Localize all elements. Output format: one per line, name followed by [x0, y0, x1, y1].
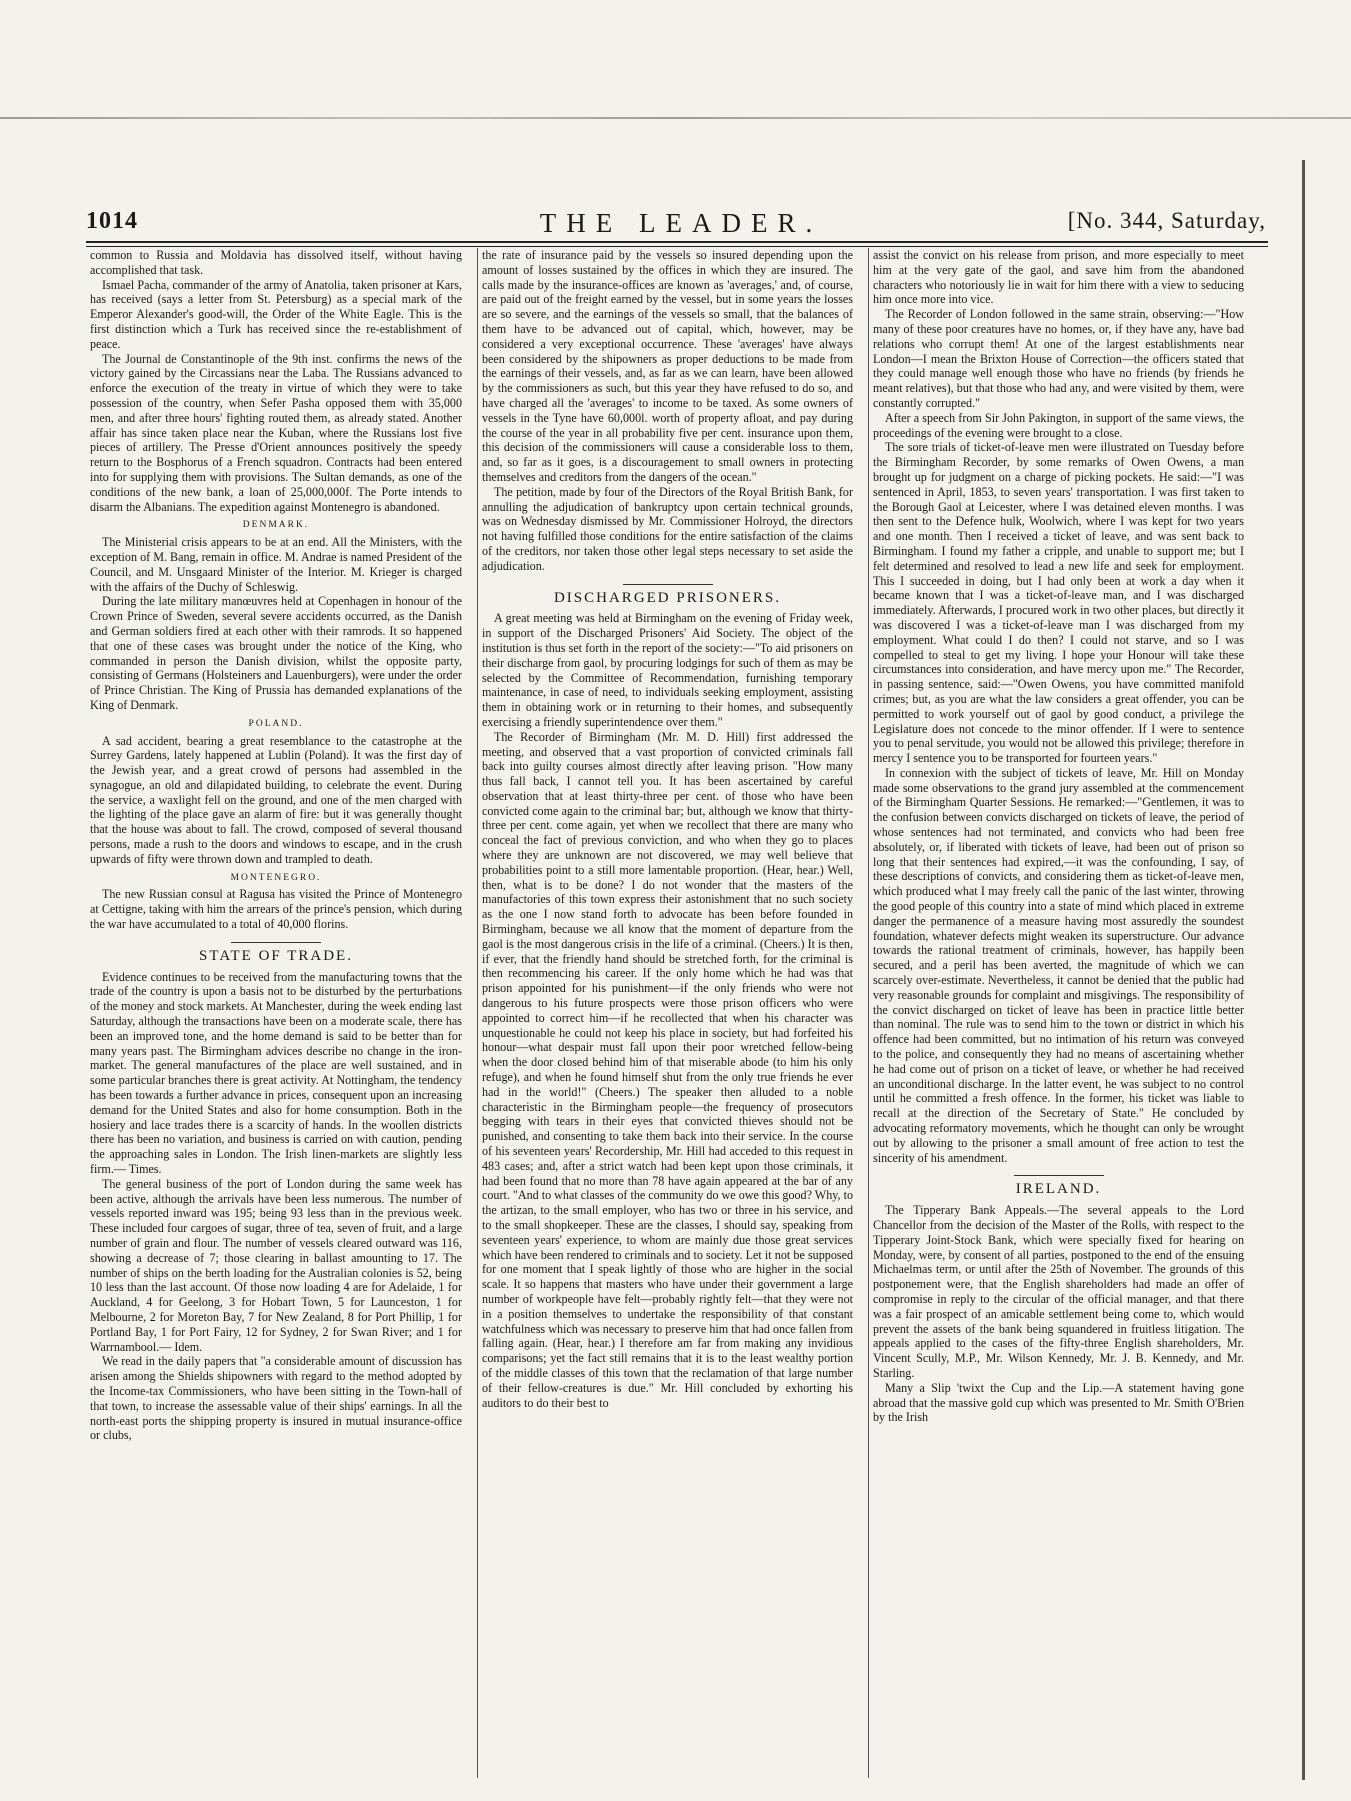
- paragraph: The new Russian consul at Ragusa has visited the Prince of Montenegro at Cettigne, taking with him the arrears of the prince's pension, which during the war have accumulated to a total of 40,000 florins.: [90, 887, 462, 932]
- paragraph: During the late military manœuvres held at Copenhagen in honour of the Crown Prince of Sweden, several severe accidents occurred, as the Danish and German soldiers fired at each other with their ramrods. It so happened that one of these cases was brought under the notice of the King, who commanded in person the Danish division, whilst the opposite party, consisting of Germans (Holsteiners and Lauenburgers), were under the order of Prince Christian. The King of Prussia has demanded explanations of the King of Denmark.: [90, 594, 462, 712]
- page-number: 1014: [86, 208, 138, 234]
- paragraph: common to Russia and Moldavia has dissolved itself, without having accomplished that task.: [90, 248, 462, 277]
- subheading-denmark: DENMARK.: [242, 520, 310, 531]
- paragraph: After a speech from Sir John Pakington, in support of the same views, the proceedings of the evening were brought to a close.: [873, 410, 1244, 440]
- paragraph: The Recorder of London followed in the same strain, observing:—"How many of these poor creatures have no homes, or, if they have any, have bad relations who corrupt them! At one of the largest establishments near London—I mean the Brixton House of Correction—the officers stated that they could manage well enough those who have no friends (by friends he meant relatives), but that those who had any, and were visited by them, were constantly corrupted.": [873, 307, 1244, 410]
- paragraph: The sore trials of ticket-of-leave men were illustrated on Tuesday before the Birmingham Recorder, by some remarks of Owen Owens, a man brought up for judgment on a charge of picking pockets. He said:—"I was sentenced in April, 1853, to seven years' transportation. I was first taken to the Borough Gaol at Leicester, where I was detained eleven months. I was then sent to the Defence hulk, Woolwich, where I was kept for two years and one month. Then I received a ticket of leave, and was sent back to Birmingham. I found my father a cripple, and unable to support me; but I felt determined and resolved to lead a new life and seek for employment. This I succeeded in doing, but I had only been at work a day when it became known that I was a ticket-of-leave man, and I was discharged immediately. Afterwards, I procured work in two other places, but directly it was discovered I was a ticket-of-leave man I was discharged from my employment. What could I do then? I could not starve, and so I was compelled to steal to get my living. I hope your Honour will take these circumstances into consideration, and have mercy upon me." The Recorder, in passing sentence, said:—"Owen Owens, you have committed manifold crimes; but, as you are what the law considers a great offender, you can be permitted to work yourself out of gaol by good conduct, a privilege the Legislature does not concede to the minor offender. If I were to sentence you to penal servitude, you would not be allowed this privilege; therefore in mercy I sentence you to be transported for fourteen years.": [873, 440, 1244, 766]
- column-1: [86, 248, 466, 1778]
- page-edge-rule: [1302, 160, 1305, 1780]
- section-divider: [623, 584, 713, 585]
- paragraph: the rate of insurance paid by the vessels so insured depending upon the amount of losses sustained by the offices in which they are insured. The calls made by the insurance-offices are known as 'averages,' and, of course, are paid out of the freight earned by the vessel, but in some years the losses are so severe, and the earnings of the vessels so small, that the balances of them have to be advanced out of capital, which, however, may be considered a very exceptional occurrence. These 'averages' have always been considered by the shipowners as proper deductions to be made from the earnings of their vessels, and, as far as we can learn, have been allowed by the commissioners as such, but this year they have refused to do so, and have charged all the 'averages' to income to be taxed. As some owners of vessels in the Tyne have 60,000l. worth of property afloat, and pay during the course of the year in all probability five per cent. insurance upon them, this decision of the commissioners will cause a considerable loss to them, and, so far as it goes, is a discouragement to small owners in protecting themselves and creditors from the dangers of the ocean.": [482, 248, 853, 484]
- top-rule: [0, 117, 1351, 119]
- paragraph: The Recorder of Birmingham (Mr. M. D. Hill) first addressed the meeting, and observed that a vast proportion of convicted criminals fall back into guilty courses almost directly after leaving prison. "How many thus fall back, I cannot tell you. It has been ascertained by careful observation that at least thirty-three per cent. of those who have been convicted come again to the criminal bar; but, although we know that thirty-three per cent. come again, yet when we recollect that there are many who conceal the fact of previous conviction, and who when they go to places where they are unknown are not discovered, we may well believe that probabilities point to a still more lamentable proportion. (Hear, hear.) Well, then, what is to be done? I do not wonder that the masters of the manufactories of this town express their astonishment that no such society as the one I now stand forth to advocate has been before founded in Birmingham, because we all know that the moment of departure from the gaol is the most dangerous crisis in the life of a criminal. (Cheers.) It is then, if ever, that the friendly hand should be stretched forth, for the criminal is then recommencing his career. If the only home which he had was that prison appointed for his punishment—if the only friends who were not dangerous to his future prospects were those prison officers who were appointed to correct him—if he recollected that when his character was unquestionable he could not keep his place in society, but had forfeited his honour—what despair must fall upon their poor wretched fellow-being when the door closed behind him of that miserable abode (to him his only refuge), and when he found himself shut from the only true friends he ever had in the world!" (Cheers.) The speaker then alluded to a noble characteristic in the Birmingham people—the frequency of prosecutors begging with tears in their eyes that convicted thieves should not be punished, and consenting to take them back into their service. In the course of his seventeen years' Recordership, Mr. Hill had acceded to this request in 483 cases; and, after a strict watch had been kept upon those criminals, it had been found that no more than 78 have again appeared at the bar of any court. "And to what classes of the community do we owe this good? Why, to the artizan, to the small employer, who has two or three in his service, and to the small shopkeeper. These are the classes, I should say, speaking from seventeen years' experience, to whom are mainly due those great services which have been rendered to criminals and to society. Let it not be supposed for one moment that I speak lightly of those who are higher in the social scale. It so happens that masters who have under their government a large number of workpeople have felt—probably rightly felt—that they were not in a position themselves to undertake the responsibility of that constant watchfulness which was necessary to preserve him that had once fallen from falling again. (Hear, hear.) I therefore am far from making any invidious comparisons; yet the fact still remains that it is to the least wealthy portion of the middle classes of this town that the reclamation of that large number of their fellow-creatures is due." Mr. Hill concluded by exhorting his auditors to do their best to: [482, 729, 853, 1410]
- paragraph: assist the convict on his release from prison, and more especially to meet him at the very gate of the gaol, and save him from the abandoned characters who notoriously lie in wait for him there with a view to seducing him once more into vice.: [873, 248, 1244, 307]
- masthead-rule: [86, 241, 1268, 247]
- column-2: [477, 248, 857, 1778]
- section-divider: [1014, 1175, 1104, 1176]
- paragraph: In connexion with the subject of tickets of leave, Mr. Hill on Monday made some observations to the grand jury assembled at the commencement of the Birmingham Quarter Sessions. He remarked:—"Gentlemen, it was to the confusion between convicts discharged on tickets of leave, the period of whose sentences had not terminated, and convicts who had been free absolutely, or, if liberated with tickets of leave, had been out of prison so long that their sentences had expired,—it was the confounding, I say, of these descriptions of convicts, and considering them as ticket-of-leave men, which produced what I may freely call the panic of the last winter, throwing the good people of this country into a state of mind which placed in extreme danger the permanence of a measure having most assuredly the soundest foundation, whatever defects might weaken its superstructure. Our advance towards the rational treatment of criminals, however, has happily been secured, and a peril has been averted, the magnitude of which we can scarcely over-estimate. Nevertheless, it cannot be denied that the public had very reasonable grounds for complaint and misgivings. The responsibility of the convict discharged on ticket of leave has been in practice little better than nominal. The rule was to send him to the town or district in which his offence had been committed, but no intimation of his return was conveyed to the police, and consequently they had no means of ascertaining whether he had come out of prison on a ticket of leave, or whether he had received an unconditional discharge. In the latter event, he was subject to no control until he committed a fresh offence. In the former, his ticket was liable to recall at the direction of the Secretary of State." He concluded by advocating reformatory movements, which he thought can only be wrought out by allowing to the prisoner a small amount of free action to test the sincerity of his amendment.: [873, 765, 1244, 1165]
- heading-ireland: IRELAND.: [1015, 1181, 1102, 1198]
- paragraph: Many a Slip 'twixt the Cup and the Lip.—A statement having gone abroad that the massive gold cup which was presented to Mr. Smith O'Brien by the Irish: [873, 1380, 1244, 1425]
- paragraph: The general business of the port of London during the same week has been active, although the arrivals have been less numerous. The number of vessels reported inward was 195; being 93 less than in the previous week. These included four cargoes of sugar, three of tea, seven of fruit, and a large number of grain and flour. The number of vessels cleared outward was 116, showing a decrease of 7; those clearing in ballast amounting to 17. The number of ships on the berth loading for the Australian colonies is 52, being 10 less than the last account. Of those now loading 4 are for Adelaide, 1 for Auckland, 4 for Geelong, 3 for Hobart Town, 5 for Launceston, 1 for Melbourne, 2 for Moreton Bay, 7 for New Zealand, 8 for Port Phillip, 1 for Portland Bay, 1 for Port Fairy, 12 for Sydney, 2 for Swan River; and 1 for Warrnambool.— Idem.: [90, 1176, 462, 1354]
- paper-title: THE LEADER.: [539, 208, 823, 238]
- paragraph: Ismael Pacha, commander of the army of Anatolia, taken prisoner at Kars, has received (says a letter from St. Petersburg) as a special mark of the Emperor Alexander's good-will, the Order of the White Eagle. This is the first distinction which a Turk has received since the re-establishment of peace.: [90, 277, 462, 351]
- article-columns: [86, 248, 1268, 1778]
- paragraph: The Journal de Constantinople of the 9th inst. confirms the news of the victory gained by the Circassians near the Laba. The Russians advanced to enforce the execution of the treaty in virtue of which they were to take possession of the country, when Sefer Pasha opposed them with 35,000 men, and after three hours' fighting routed them, as already stated. Another affair has since taken place near the Kuban, where the Russians lost five pieces of artillery. The Presse d'Orient announces positively the speedy return to the Bosphorus of a French squadron. Contracts had been entered into for supplying them with provisions. The Sultan demands, as one of the conditions of the new bank, a loan of 25,000,000f. The Porte intends to disarm the Albanians. The expedition against Montenegro is abandoned.: [90, 351, 462, 514]
- masthead: [86, 208, 1266, 238]
- subheading-poland: POLAND.: [248, 718, 304, 729]
- heading-discharged-prisoners: DISCHARGED PRISONERS.: [553, 589, 782, 606]
- subheading-montenegro: MONTENEGRO.: [230, 872, 322, 883]
- paragraph: Evidence continues to be received from the manufacturing towns that the trade of the country is upon a basis not to be disturbed by the perturbations of the money and stock markets. At Manchester, during the week ending last Saturday, although the transactions have been on a moderate scale, there has been an improved tone, and the home demand is said to be better than for many years past. The Birmingham advices describe no change in the iron-market. The general manufactures of the place are well sustained, and in some particular branches there is great activity. At Nottingham, the tendency has been towards a further advance in prices, consequent upon an increasing demand for the United States and also for home consumption. Both in the hosiery and lace trades there is a scarcity of hands. In the woollen districts there has been no variation, and business is carried on with caution, pending the approaching sales in London. The Irish linen-markets are slightly less firm.— Times.: [90, 969, 462, 1177]
- paragraph: The Tipperary Bank Appeals.—The several appeals to the Lord Chancellor from the decision of the Master of the Rolls, with respect to the Tipperary Joint-Stock Bank, which were specially fixed for hearing on Monday, were, by consent of all parties, postponed to the end of the ensuing Michaelmas term, or until after the 25th of November. The grounds of this postponement were, that the English shareholders had made an offer of compromise in reply to the circular of the official manager, and that there was a fair prospect of an amicable settlement being come to, which would prevent the assets of the bank being squandered in fruitless litigation. The appeals applied to the cases of the fifty-three English shareholders, Mr. Vincent Scully, M.P., Mr. Wilson Kennedy, Mr. J. B. Kennedy, and Mr. Starling.: [873, 1203, 1244, 1380]
- column-3: [868, 248, 1248, 1778]
- paragraph: A great meeting was held at Birmingham on the evening of Friday week, in support of the Discharged Prisoners' Aid Society. The object of the institution is thus set forth in the report of the society:—"To aid prisoners on their discharge from gaol, by procuring lodgings for such of them as may be selected by the Committee of Recommendation, furnishing temporary maintenance, in case of need, to individuals seeking employment, assisting them in obtaining work or in returning to their homes, and subsequently exercising a friendly superintendence over them.": [482, 611, 853, 729]
- paragraph: A sad accident, bearing a great resemblance to the catastrophe at the Surrey Gardens, lately happened at Lublin (Poland). It was the first day of the Jewish year, and a great crowd of persons had assembled in the synagogue, an old and dilapidated building, to celebrate the event. During the service, a waxlight fell on the ground, and one of the men charged with the lighting of the place gave an alarm of fire: but it was generally thought that the house was about to fall. The crowd, composed of several thousand persons, made a rush to the doors and windows to escape, and in the crush upwards of fifty were thrown down and trampled to death.: [90, 733, 462, 866]
- paragraph: We read in the daily papers that "a considerable amount of discussion has arisen among the Shields shipowners with regard to the method adopted by the Income-tax Commissioners, who have been sitting in the Town-hall of that town, to increase the assessable value of their ships' earnings. In all the north-east ports the shipping property is insured in mutual insurance-office or clubs,: [90, 1354, 462, 1443]
- section-divider: [231, 942, 321, 943]
- paragraph: The Ministerial crisis appears to be at an end. All the Ministers, with the exception of M. Bang, remain in office. M. Andrae is named President of the Council, and M. Unsgaard Minister of the Interior. M. Krieger is charged with the affairs of the Duchy of Schleswig.: [90, 535, 462, 594]
- paragraph: The petition, made by four of the Directors of the Royal British Bank, for annulling the adjudication of bankruptcy upon certain technical grounds, was on Wednesday dismissed by Mr. Commissioner Holroyd, the directors not having fulfilled those conditions for the entire satisfaction of the claims of the creditors, nor taken those other legal steps necessary to set aside the adjudication.: [482, 484, 853, 573]
- issue-label: [No. 344, Saturday,: [1067, 208, 1266, 233]
- heading-state-of-trade: STATE OF TRADE.: [199, 947, 353, 964]
